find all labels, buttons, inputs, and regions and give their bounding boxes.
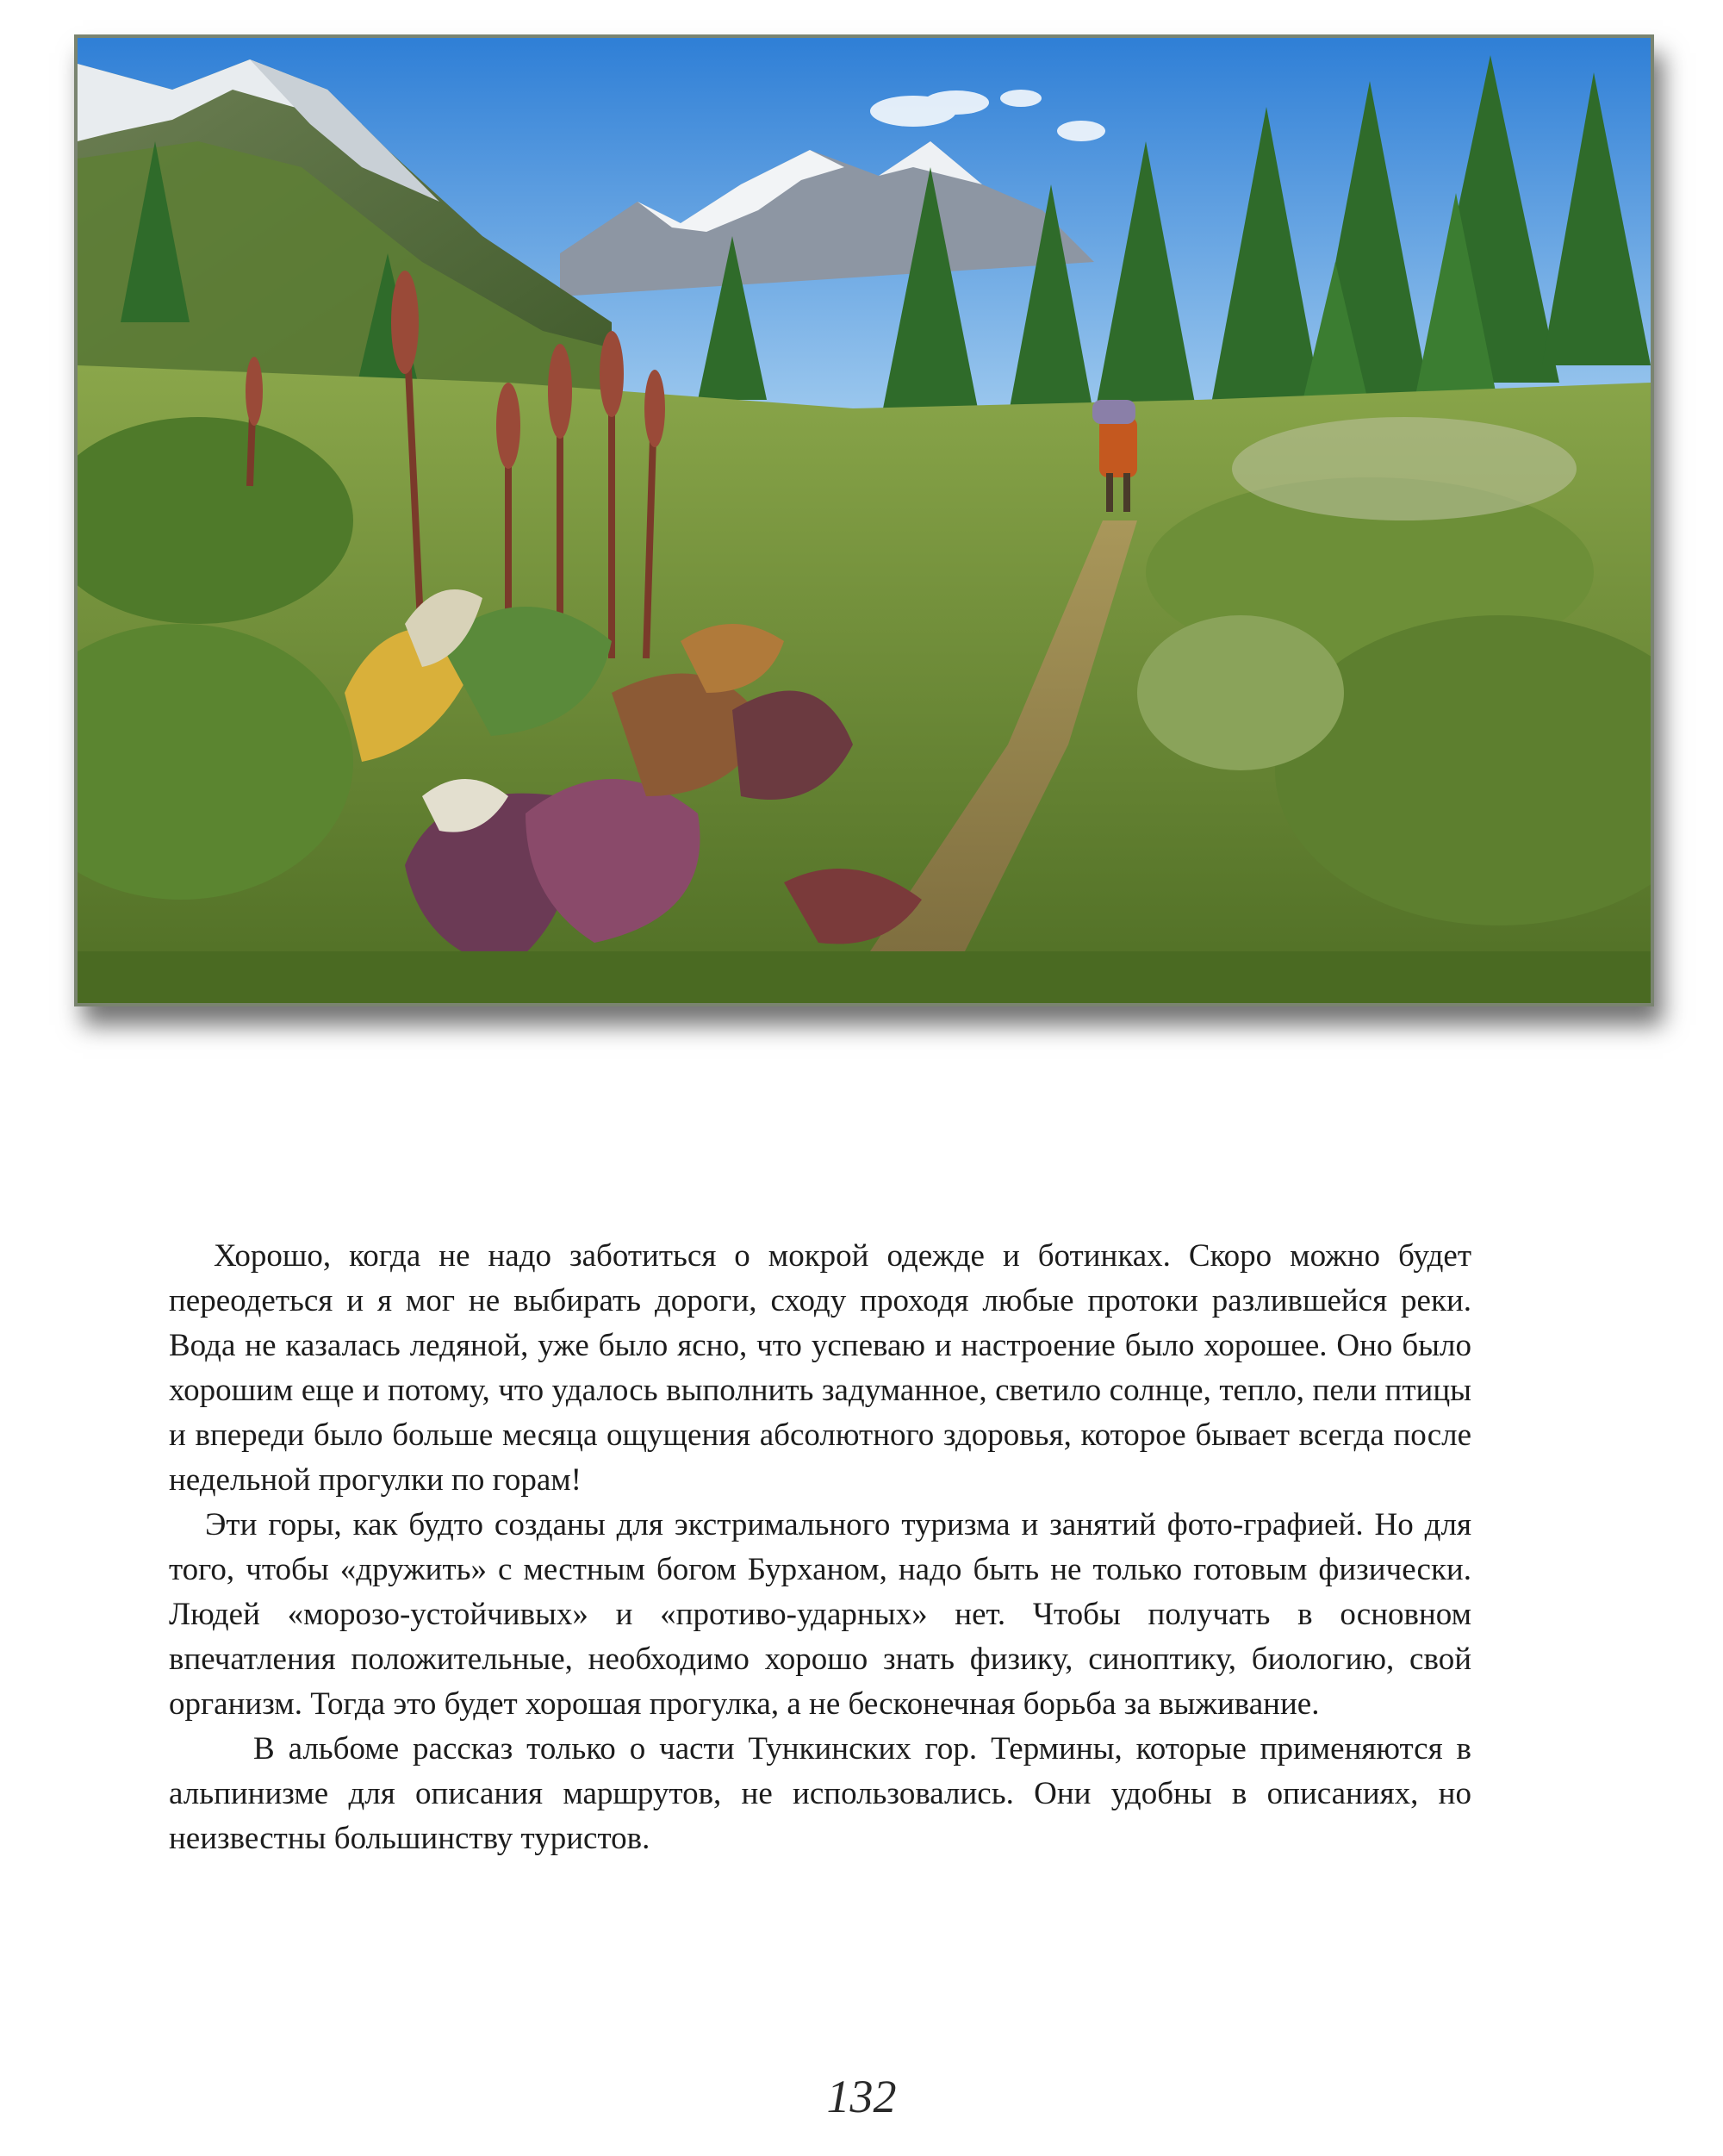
landscape-photo (74, 34, 1654, 1006)
page-number: 132 (826, 2071, 897, 2122)
foreground-grass (78, 951, 1651, 1003)
paragraph-3: В альбоме рассказ только о части Тункинских гор. Термины, которые применяются в альпинизме для описания маршрутов, не использовались. Они удобны в описаниях, но неизвестны большинству туристов. (169, 1731, 1471, 1856)
paragraph-2: Эти горы, как будто созданы для экстримального туризма и занятий фото-графией. Но для того, чтобы «дружить» с местным богом Бурханом, надо быть не только готовым физически. Людей «морозо-устойчивых» и «противо-ударных» нет. Чтобы получать в основном впечатления положительные, необходимо хорошо знать физику, синоптику, биологию, свой организм. Тогда это будет хорошая прогулка, а не бесконечная борьба за выживание. (169, 1507, 1471, 1722)
body-text (169, 1234, 1471, 1861)
paragraph-1: Хорошо, когда не надо заботиться о мокрой одежде и ботинках. Скоро можно будет переодеться и я мог не выбирать дороги, сходу проходя любые протоки разлившейся реки. Вода не казалась ледяной, уже было ясно, что успеваю и настроение было хорошее. Оно было хорошим еще и потому, что удалось выполнить задуманное, светило солнце, тепло, пели птицы и впереди было больше месяца ощущения абсолютного здоровья, которое бывает всегда после недельной прогулки по горам! (169, 1238, 1471, 1498)
photo-illustration (78, 38, 1651, 1003)
